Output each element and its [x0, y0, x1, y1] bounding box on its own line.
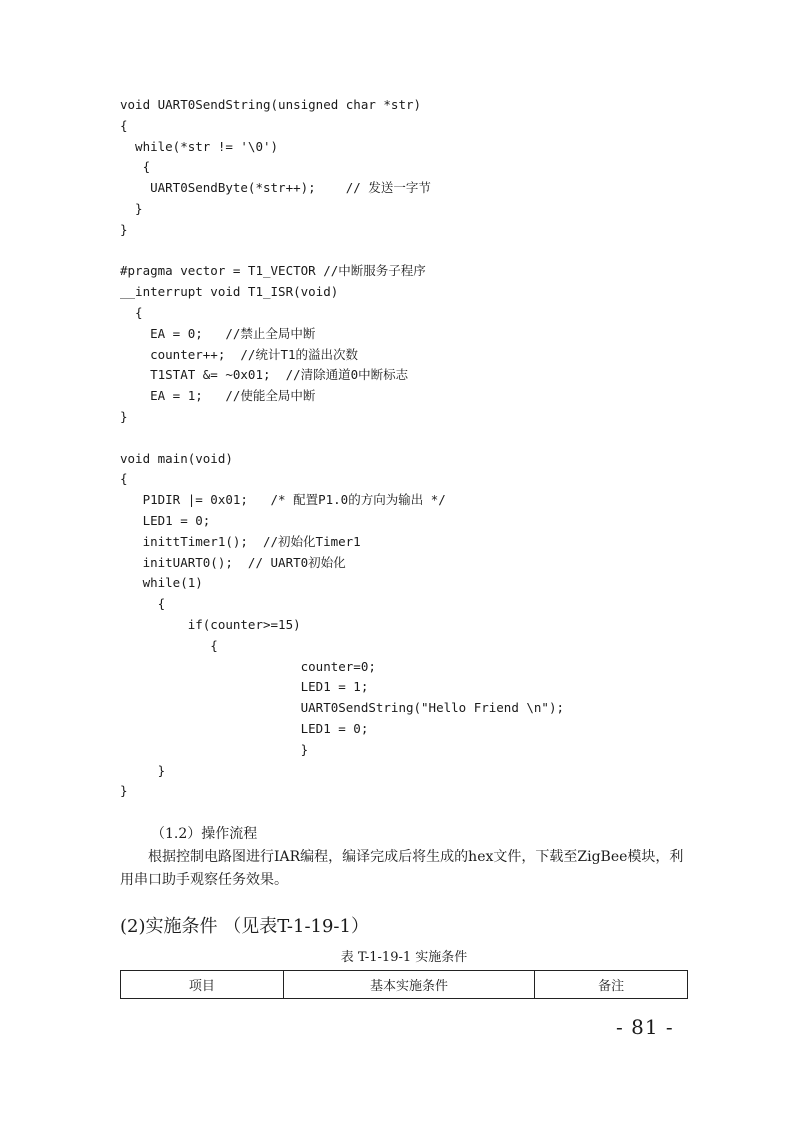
page-number: - 81 - — [616, 1015, 674, 1039]
code-line: { — [120, 159, 151, 175]
table-header-row — [121, 971, 688, 999]
code-line: while(1) — [120, 575, 203, 591]
table-header-cell: 基本实施条件 — [283, 971, 535, 999]
procedure-paragraph: 根据控制电路图进行IAR编程，编译完成后将生成的hex文件，下载至ZigBee模块，利用串口助手观察任务效果。 — [120, 849, 684, 888]
code-line: } — [120, 762, 166, 778]
table-caption: 表 T-1-19-1 实施条件 — [340, 950, 468, 965]
code-listing — [120, 95, 564, 802]
code-line: UART0SendString("Hello Friend \n"); — [120, 700, 565, 716]
code-line: } — [120, 783, 128, 799]
code-line: UART0SendByte(*str++); // 发送一字节 — [120, 180, 431, 196]
code-line: initUART0(); // UART0初始化 — [120, 554, 346, 570]
code-line: LED1 = 0; — [120, 720, 369, 736]
subsection-title: （1.2）操作流程 — [151, 826, 258, 842]
code-line: { — [120, 117, 128, 133]
code-line: { — [120, 596, 166, 612]
code-line: counter++; //统计T1的溢出次数 — [120, 346, 359, 362]
code-line: LED1 = 1; — [120, 679, 369, 695]
section-heading: (2)实施条件 （见表T-1-19-1） — [120, 916, 369, 937]
conditions-table — [120, 970, 688, 999]
code-line: while(*str != '\0') — [120, 138, 279, 154]
code-line: inittTimer1(); //初始化Timer1 — [120, 533, 361, 549]
code-line: P1DIR |= 0x01; /* 配置P1.0的方向为输出 */ — [120, 492, 446, 508]
code-line: void main(void) — [120, 450, 233, 466]
code-line: EA = 0; //禁止全局中断 — [120, 325, 316, 341]
code-line: T1STAT &= ~0x01; //清除通道0中断标志 — [120, 367, 409, 383]
table-header-cell: 项目 — [121, 971, 284, 999]
code-line — [120, 241, 564, 262]
code-line: EA = 1; //使能全局中断 — [120, 388, 316, 404]
code-line: void UART0SendString(unsigned char *str) — [120, 97, 422, 112]
code-line: counter=0; — [120, 658, 376, 674]
code-line: #pragma vector = T1_VECTOR //中断服务子程序 — [120, 263, 426, 279]
code-line: if(counter>=15) — [120, 616, 301, 632]
code-line: __interrupt void T1_ISR(void) — [120, 284, 339, 300]
code-line: } — [120, 741, 309, 757]
code-line: { — [120, 637, 218, 653]
code-line: } — [120, 200, 143, 216]
code-line: } — [120, 408, 128, 424]
code-line: { — [120, 471, 128, 487]
code-line: } — [120, 221, 128, 237]
code-line: LED1 = 0; — [120, 512, 211, 528]
table-header-cell: 备注 — [535, 971, 688, 999]
code-line — [120, 428, 564, 449]
code-line: { — [120, 304, 143, 320]
